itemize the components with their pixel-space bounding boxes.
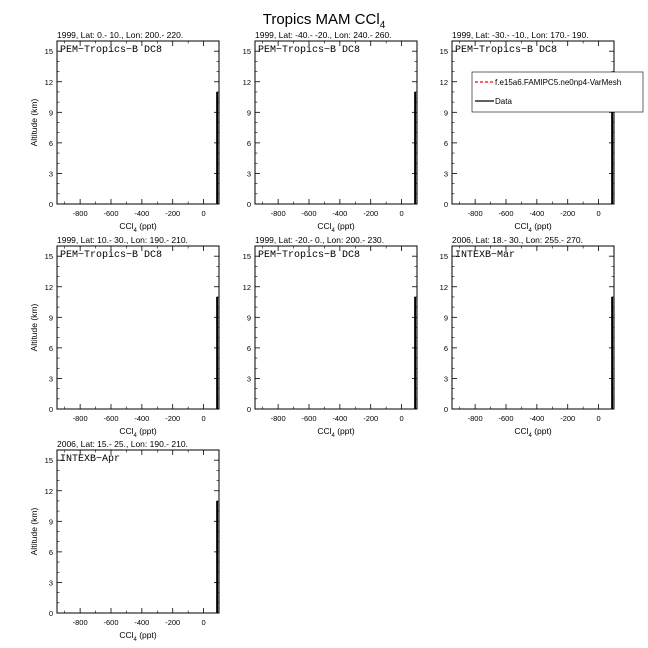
- x-axis-label-subscript: 4: [331, 228, 335, 234]
- campaign-label: PEM−Tropics−B DC8: [60, 250, 163, 261]
- y-tick-label: 9: [48, 313, 53, 323]
- x-axis-label: [119, 221, 157, 234]
- x-tick-label: 0: [399, 209, 404, 218]
- plot-frame: [255, 41, 417, 204]
- x-tick-label: -800: [467, 414, 483, 423]
- y-tick-label: 0: [443, 405, 448, 414]
- x-tick-label: -600: [498, 209, 514, 218]
- x-axis-label-unit: (ppt): [531, 221, 552, 231]
- chart-panel-1: [29, 30, 219, 234]
- chart-panel-5: [243, 235, 417, 439]
- chart-panel-7: [29, 439, 219, 643]
- plot-frame: [57, 246, 219, 409]
- y-tick-label: 12: [242, 282, 251, 292]
- y-tick-label: 9: [48, 108, 53, 118]
- y-tick-label: 9: [246, 108, 251, 118]
- y-tick-label: 3: [48, 169, 53, 179]
- x-axis-label: [119, 426, 157, 439]
- plot-frame: [452, 41, 614, 204]
- y-tick-label: 6: [246, 138, 251, 148]
- x-tick-label: -600: [103, 209, 119, 218]
- y-tick-label: 9: [48, 517, 53, 527]
- y-tick-label: 12: [439, 282, 448, 292]
- x-axis-label: [119, 630, 157, 643]
- y-tick-label: 15: [44, 47, 53, 57]
- x-axis-label: [317, 221, 355, 234]
- x-axis-label-subscript: 4: [133, 637, 137, 643]
- x-axis-label-main: CCl: [119, 630, 134, 640]
- x-tick-label: -800: [270, 209, 286, 218]
- y-tick-label: 3: [246, 169, 251, 179]
- x-axis-label-main: CCl: [317, 221, 332, 231]
- y-axis-label: Altitude (km): [29, 98, 39, 147]
- x-axis-label-unit: (ppt): [334, 426, 355, 436]
- y-tick-label: 15: [44, 252, 53, 262]
- legend-entry-label: Data: [495, 97, 512, 106]
- x-tick-label: 0: [596, 414, 601, 423]
- chart-panel-3: [440, 30, 643, 234]
- campaign-label: PEM−Tropics−B DC8: [258, 250, 361, 261]
- y-tick-label: 15: [439, 47, 448, 57]
- y-tick-label: 3: [48, 578, 53, 588]
- y-tick-label: 6: [48, 547, 53, 557]
- plot-frame: [255, 246, 417, 409]
- y-tick-label: 12: [44, 77, 53, 87]
- x-tick-label: 0: [201, 618, 206, 627]
- x-tick-label: 0: [399, 414, 404, 423]
- x-axis-label-unit: (ppt): [531, 426, 552, 436]
- y-tick-label: 12: [242, 77, 251, 87]
- x-axis-label-subscript: 4: [133, 433, 137, 439]
- plot-frame: [452, 246, 614, 409]
- chart-panel-6: [440, 235, 614, 439]
- y-tick-label: 0: [48, 609, 53, 618]
- x-tick-label: 0: [201, 209, 206, 218]
- chart-panel-2: [243, 30, 417, 234]
- y-tick-label: 15: [242, 47, 251, 57]
- figure-title-main: Tropics MAM CCl: [262, 11, 380, 28]
- y-tick-label: 0: [246, 200, 251, 209]
- y-tick-label: 3: [443, 374, 448, 384]
- x-tick-label: -800: [467, 209, 483, 218]
- x-axis-label-unit: (ppt): [334, 221, 355, 231]
- x-axis-label-main: CCl: [514, 221, 529, 231]
- x-tick-label: -800: [72, 209, 88, 218]
- x-tick-label: -600: [103, 618, 119, 627]
- x-tick-label: 0: [201, 414, 206, 423]
- y-tick-label: 6: [48, 343, 53, 353]
- y-tick-label: 0: [246, 405, 251, 414]
- x-tick-label: -600: [103, 414, 119, 423]
- x-tick-label: -200: [363, 414, 379, 423]
- x-tick-label: -800: [72, 618, 88, 627]
- campaign-label: PEM−Tropics−B DC8: [60, 45, 163, 56]
- x-axis-label-unit: (ppt): [136, 630, 157, 640]
- x-tick-label: -200: [165, 209, 181, 218]
- x-axis-label-subscript: 4: [528, 228, 532, 234]
- y-tick-label: 15: [242, 252, 251, 262]
- x-axis-label-unit: (ppt): [136, 221, 157, 231]
- x-tick-label: -800: [270, 414, 286, 423]
- panel-header: 1999, Lat: -40.- -20., Lon: 240.- 260.: [255, 30, 392, 40]
- x-axis-label: [514, 426, 552, 439]
- x-tick-label: 0: [596, 209, 601, 218]
- x-tick-label: -400: [134, 618, 150, 627]
- figure-title: [263, 11, 386, 31]
- y-tick-label: 12: [439, 77, 448, 87]
- y-tick-label: 15: [439, 252, 448, 262]
- y-axis-label: Altitude (km): [29, 507, 39, 556]
- x-tick-label: -600: [301, 414, 317, 423]
- chart-panel-4: [29, 235, 219, 439]
- panel-header: 1999, Lat: -30.- -10., Lon: 170.- 190.: [452, 30, 589, 40]
- x-tick-label: -200: [363, 209, 379, 218]
- x-axis-label-subscript: 4: [133, 228, 137, 234]
- x-tick-label: -600: [301, 209, 317, 218]
- x-axis-label-subscript: 4: [331, 433, 335, 439]
- plot-frame: [57, 450, 219, 613]
- x-tick-label: -200: [560, 414, 576, 423]
- campaign-label: INTEXB−Mar: [455, 250, 516, 261]
- y-tick-label: 6: [443, 343, 448, 353]
- panel-header: 1999, Lat: 10.- 30., Lon: 190.- 210.: [57, 235, 188, 245]
- x-tick-label: -400: [332, 209, 348, 218]
- plot-frame: [57, 41, 219, 204]
- y-tick-label: 9: [443, 313, 448, 323]
- panel-header: 2006, Lat: 18.- 30., Lon: 255.- 270.: [452, 235, 583, 245]
- x-axis-label-main: CCl: [317, 426, 332, 436]
- y-tick-label: 0: [48, 200, 53, 209]
- x-tick-label: -200: [560, 209, 576, 218]
- x-axis-label-unit: (ppt): [136, 426, 157, 436]
- x-tick-label: -200: [165, 618, 181, 627]
- x-axis-label: [514, 221, 552, 234]
- x-tick-label: -800: [72, 414, 88, 423]
- x-axis-label-main: CCl: [119, 426, 134, 436]
- y-tick-label: 3: [48, 374, 53, 384]
- x-tick-label: -400: [134, 414, 150, 423]
- y-axis-label: Altitude (km): [29, 303, 39, 352]
- figure-title-subscript: 4: [379, 20, 386, 31]
- panel-header: 1999, Lat: 0.- 10., Lon: 200.- 220.: [57, 30, 184, 40]
- x-axis-label-main: CCl: [514, 426, 529, 436]
- x-axis-label: [317, 426, 355, 439]
- y-tick-label: 12: [44, 486, 53, 496]
- x-tick-label: -400: [529, 414, 545, 423]
- panel-header: 1999, Lat: -20.- 0., Lon: 200.- 230.: [255, 235, 385, 245]
- x-axis-label-subscript: 4: [528, 433, 532, 439]
- y-tick-label: 6: [48, 138, 53, 148]
- x-tick-label: -200: [165, 414, 181, 423]
- x-tick-label: -400: [529, 209, 545, 218]
- y-tick-label: 0: [48, 405, 53, 414]
- y-tick-label: 3: [443, 169, 448, 179]
- x-axis-label-main: CCl: [119, 221, 134, 231]
- campaign-label: PEM−Tropics−B DC8: [258, 45, 361, 56]
- chart-panels: [29, 30, 643, 643]
- campaign-label: INTEXB−Apr: [60, 454, 121, 465]
- y-tick-label: 9: [246, 313, 251, 323]
- y-tick-label: 6: [246, 343, 251, 353]
- y-tick-label: 9: [443, 108, 448, 118]
- y-tick-label: 12: [44, 282, 53, 292]
- y-tick-label: 0: [443, 200, 448, 209]
- y-tick-label: 15: [44, 456, 53, 466]
- x-tick-label: -400: [134, 209, 150, 218]
- y-tick-label: 6: [443, 138, 448, 148]
- y-tick-label: 3: [246, 374, 251, 384]
- legend-entry-label: f.e15a6.FAMIPC5.ne0np4-VarMesh: [495, 78, 622, 87]
- panel-header: 2006, Lat: 15.- 25., Lon: 190.- 210.: [57, 439, 188, 449]
- campaign-label: PEM−Tropics−B DC8: [455, 45, 558, 56]
- x-tick-label: -600: [498, 414, 514, 423]
- x-tick-label: -400: [332, 414, 348, 423]
